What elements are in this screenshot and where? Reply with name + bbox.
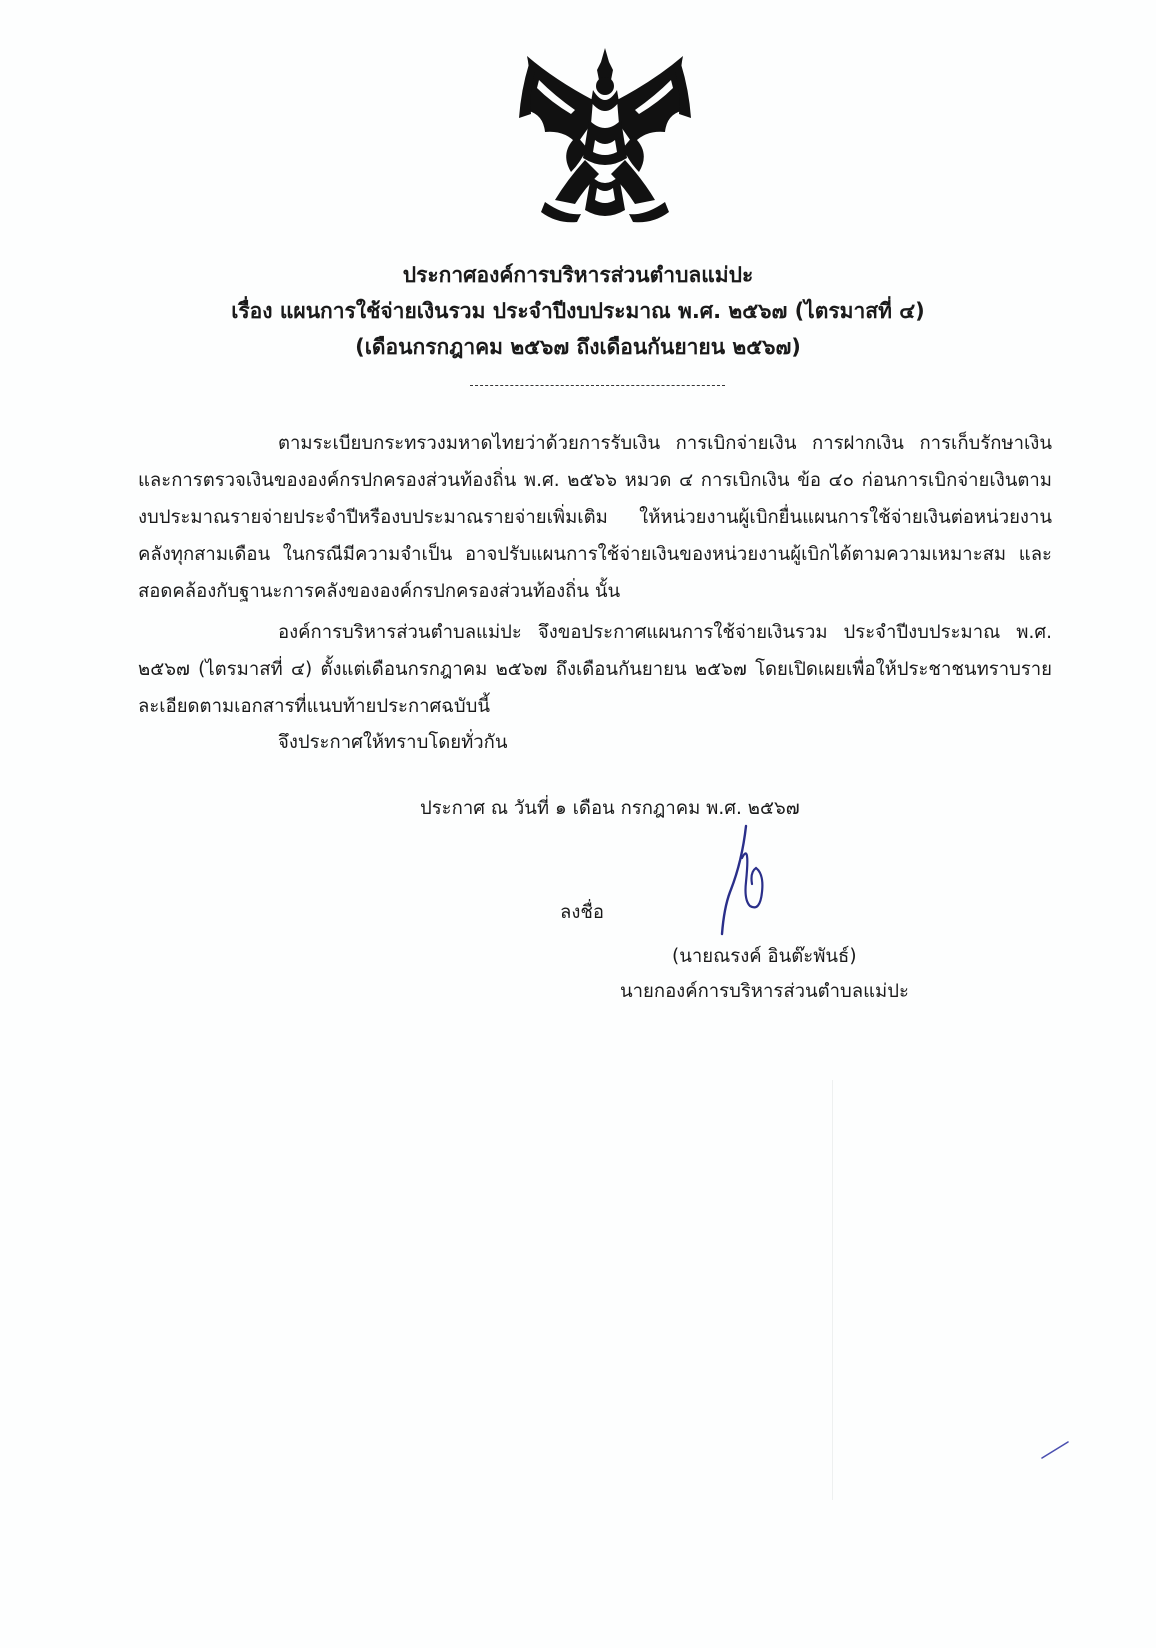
body-paragraph-1: ตามระเบียบกระทรวงมหาดไทยว่าด้วยการรับเงิน การเบิกจ่ายเงิน การฝากเงิน การเก็บรักษาเงิน และการตรวจเงินขององค์กรปกครองส่วนท้องถิ่น พ.ศ. ๒๕๖๖ หมวด ๔ การเบิกเงิน ข้อ ๔๐ ก่อนการเบิกจ่ายเงินตามงบประมาณรายจ่ายประจำปีหรืองบประมาณรายจ่ายเพิ่มเติม ให้หน่วยงานผู้เบิกยื่นแผนการใช้จ่ายเงินต่อหน่วยงานคลังทุกสามเดือน ในกรณีมีความจำเป็น อาจปรับแผนการใช้จ่ายเงินของหน่วยงานผู้เบิกได้ตามความเหมาะสม และสอดคล้องกับฐานะการคลังขององค์กรปกครองส่วนท้องถิ่น นั้น <box>138 433 1052 602</box>
paper-crease <box>832 1080 833 1500</box>
announcement-title: ประกาศองค์การบริหารส่วนตำบลแม่ปะ <box>402 263 754 287</box>
announcement-date: ประกาศ ณ วันที่ ๑ เดือน กรกฎาคม พ.ศ. ๒๕๖๗ <box>420 798 800 819</box>
pen-mark <box>1040 1440 1070 1460</box>
handwritten-signature <box>716 822 786 937</box>
header-divider <box>470 385 725 386</box>
signatory-name: (นายณรงค์ อินต๊ะพันธ์) <box>672 946 857 967</box>
body-paragraph-2: องค์การบริหารส่วนตำบลแม่ปะ จึงขอประกาศแผนการใช้จ่ายเงินรวม ประจำปีงบประมาณ พ.ศ. ๒๕๖๗ (ไตรมาสที่ ๔) ตั้งแต่เดือนกรกฎาคม ๒๕๖๗ ถึงเดือนกันยายน ๒๕๖๗ โดยเปิดเผยเพื่อให้ประชาชนทราบรายละเอียดตามเอกสารที่แนบท้ายประกาศฉบับนี้ <box>138 622 1052 717</box>
garuda-emblem-icon <box>515 40 695 225</box>
announcement-header <box>0 257 1156 365</box>
announcement-period: (เดือนกรกฎาคม ๒๕๖๗ ถึงเดือนกันยายน ๒๕๖๗) <box>355 335 801 359</box>
signatory-position: นายกองค์การบริหารส่วนตำบลแม่ปะ <box>620 981 909 1002</box>
closing-statement: จึงประกาศให้ทราบโดยทั่วกัน <box>278 732 508 753</box>
signature-label: ลงชื่อ <box>560 902 605 923</box>
announcement-subject: เรื่อง แผนการใช้จ่ายเงินรวม ประจำปีงบประมาณ พ.ศ. ๒๕๖๗ (ไตรมาสที่ ๔) <box>231 299 925 323</box>
